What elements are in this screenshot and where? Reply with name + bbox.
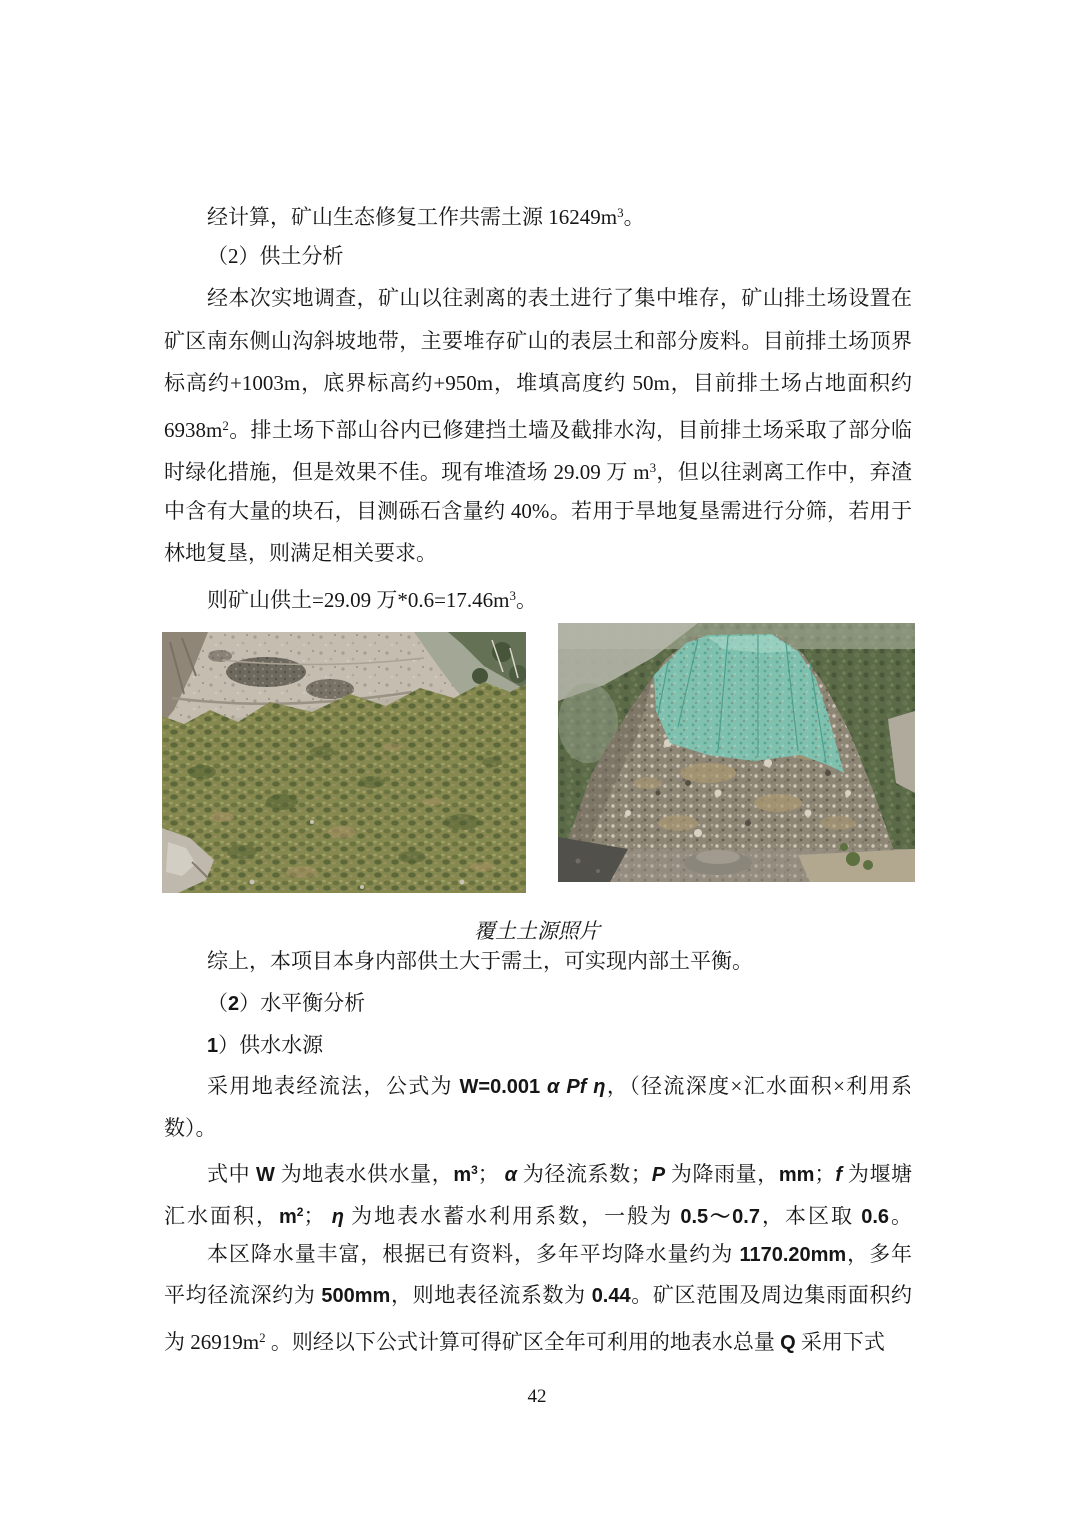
text-segment: P <box>651 1163 666 1186</box>
text-segment: 3 <box>509 587 517 603</box>
text-line <box>164 320 912 363</box>
text-segment: W=0.001 <box>459 1076 541 1099</box>
text-segment: 3 <box>617 205 624 220</box>
text-line <box>164 1150 912 1192</box>
text-segment: 3 <box>471 1162 478 1177</box>
text-segment: m <box>278 1205 297 1228</box>
text-segment: 本区降水量丰富，根据已有资料，多年平均降水量约为 <box>207 1241 740 1266</box>
text-segment: 采用下式 <box>795 1330 885 1355</box>
text-segment: 0.6 <box>861 1205 890 1228</box>
text-segment: f <box>835 1163 843 1186</box>
text-line <box>164 1317 912 1359</box>
text-line <box>164 490 912 533</box>
text-segment: 采用地表经流法，公式为 <box>207 1074 460 1099</box>
text-segment: 。 <box>516 587 538 612</box>
text-segment: 为堰塘 <box>842 1161 912 1186</box>
text-segment: 为地表水供水量， <box>274 1161 454 1186</box>
text-segment: 时绿化措施，但是效果不佳。现有堆渣场 29.09 万 m <box>164 460 650 484</box>
body-text-lower <box>164 941 912 1359</box>
photo-vegetated-slope <box>162 632 526 893</box>
text-segment: ，（径流深度×汇水面积×利用系 <box>605 1074 912 1099</box>
text-line <box>164 1234 912 1276</box>
text-line <box>164 1275 912 1317</box>
text-segment: 。 <box>623 205 645 229</box>
text-segment: α Pf η <box>540 1076 606 1099</box>
text-segment: 500mm <box>321 1285 391 1308</box>
text-line <box>164 277 912 320</box>
text-segment: ； <box>303 1203 332 1228</box>
text-segment: α <box>504 1163 518 1186</box>
page-number: 42 <box>527 1386 547 1407</box>
text-segment: mm <box>778 1163 815 1186</box>
photo-waste-dump-netting <box>558 623 915 882</box>
text-segment: 经本次实地调查，矿山以往剥离的表土进行了集中堆存，矿山排土场设置在 <box>207 286 912 310</box>
text-segment: Q <box>780 1332 796 1355</box>
text-segment: （ <box>207 990 228 1015</box>
text-line <box>164 532 912 575</box>
text-segment: ，本区取 <box>759 1203 862 1228</box>
text-line <box>164 1025 912 1067</box>
text-segment: 0.44 <box>591 1285 631 1308</box>
text-segment: ，则地表径流系数为 <box>390 1283 592 1308</box>
text-line <box>164 362 912 405</box>
text-segment: 为径流系数； <box>517 1161 652 1186</box>
text-segment: 中含有大量的块石，目测砾石含量约 40%。若用于旱地复垦需进行分筛，若用于 <box>164 498 912 523</box>
text-segment: 综上，本项目本身内部供土大于需土，可实现内部土平衡。 <box>207 949 753 973</box>
text-segment: 3 <box>649 460 657 475</box>
text-segment: 为 26919m <box>164 1330 260 1355</box>
text-segment: 。 <box>889 1203 912 1228</box>
text-segment: （2）供土分析 <box>207 243 344 268</box>
text-segment: 为地表水蓄水利用系数，一般为 <box>343 1203 681 1228</box>
text-segment: 则矿山供土=29.09 万*0.6=17.46m <box>207 587 510 612</box>
text-segment: ，多年 <box>846 1241 912 1266</box>
text-segment: ，但以往剥离工作中，弃渣 <box>656 460 912 484</box>
text-segment: 经计算，矿山生态修复工作共需土源 16249m <box>207 205 618 229</box>
text-segment: 平均径流深约为 <box>164 1283 322 1308</box>
text-segment: 0.5～0.7 <box>680 1205 760 1228</box>
text-segment: 矿区南东侧山沟斜坡地带，主要堆存矿山的表层土和部分废料。目前排土场顶界 <box>164 328 912 353</box>
text-segment: 。矿区范围及周边集雨面积约 <box>630 1283 912 1308</box>
text-segment: 汇水面积， <box>164 1203 279 1228</box>
text-line <box>164 983 912 1025</box>
text-segment: 2 <box>228 992 240 1015</box>
text-segment: 。排土场下部山谷内已修建挡土墙及截排水沟，目前排土场采取了部分临 <box>228 417 912 442</box>
text-line <box>164 235 912 278</box>
text-line <box>164 192 912 235</box>
text-segment: ）供水水源 <box>218 1032 324 1057</box>
text-line <box>164 1192 912 1234</box>
text-segment: W <box>255 1163 275 1186</box>
text-segment: 式中 <box>207 1161 256 1186</box>
text-segment: 2 <box>296 1204 304 1219</box>
photo-caption: 覆土土源照片 <box>474 919 600 943</box>
text-line <box>164 941 912 983</box>
text-segment: ； <box>814 1161 836 1186</box>
text-segment: m <box>453 1163 472 1186</box>
text-segment: 1170.20mm <box>739 1243 847 1266</box>
body-text-upper <box>164 192 912 617</box>
text-segment: η <box>331 1205 344 1228</box>
text-segment: 6938m <box>164 417 223 442</box>
text-segment: 标高约+1003m，底界标高约+950m，堆填高度约 50m，目前排土场占地面积约 <box>164 371 912 395</box>
text-line <box>164 575 912 618</box>
text-segment: 数）。 <box>164 1116 217 1141</box>
text-segment: 林地复垦，则满足相关要求。 <box>164 541 437 565</box>
text-line <box>164 447 912 490</box>
text-segment: 为降雨量， <box>665 1161 779 1186</box>
text-segment: 。则经以下公式计算可得矿区全年可利用的地表水总量 <box>265 1330 781 1355</box>
text-segment: 1 <box>207 1034 219 1057</box>
text-line <box>164 1108 912 1150</box>
text-line <box>164 405 912 448</box>
text-segment: ； <box>477 1161 505 1186</box>
text-segment: 2 <box>222 417 229 433</box>
text-segment: ）水平衡分析 <box>239 990 366 1015</box>
text-line <box>164 1066 912 1108</box>
text-segment: 2 <box>259 1330 266 1346</box>
